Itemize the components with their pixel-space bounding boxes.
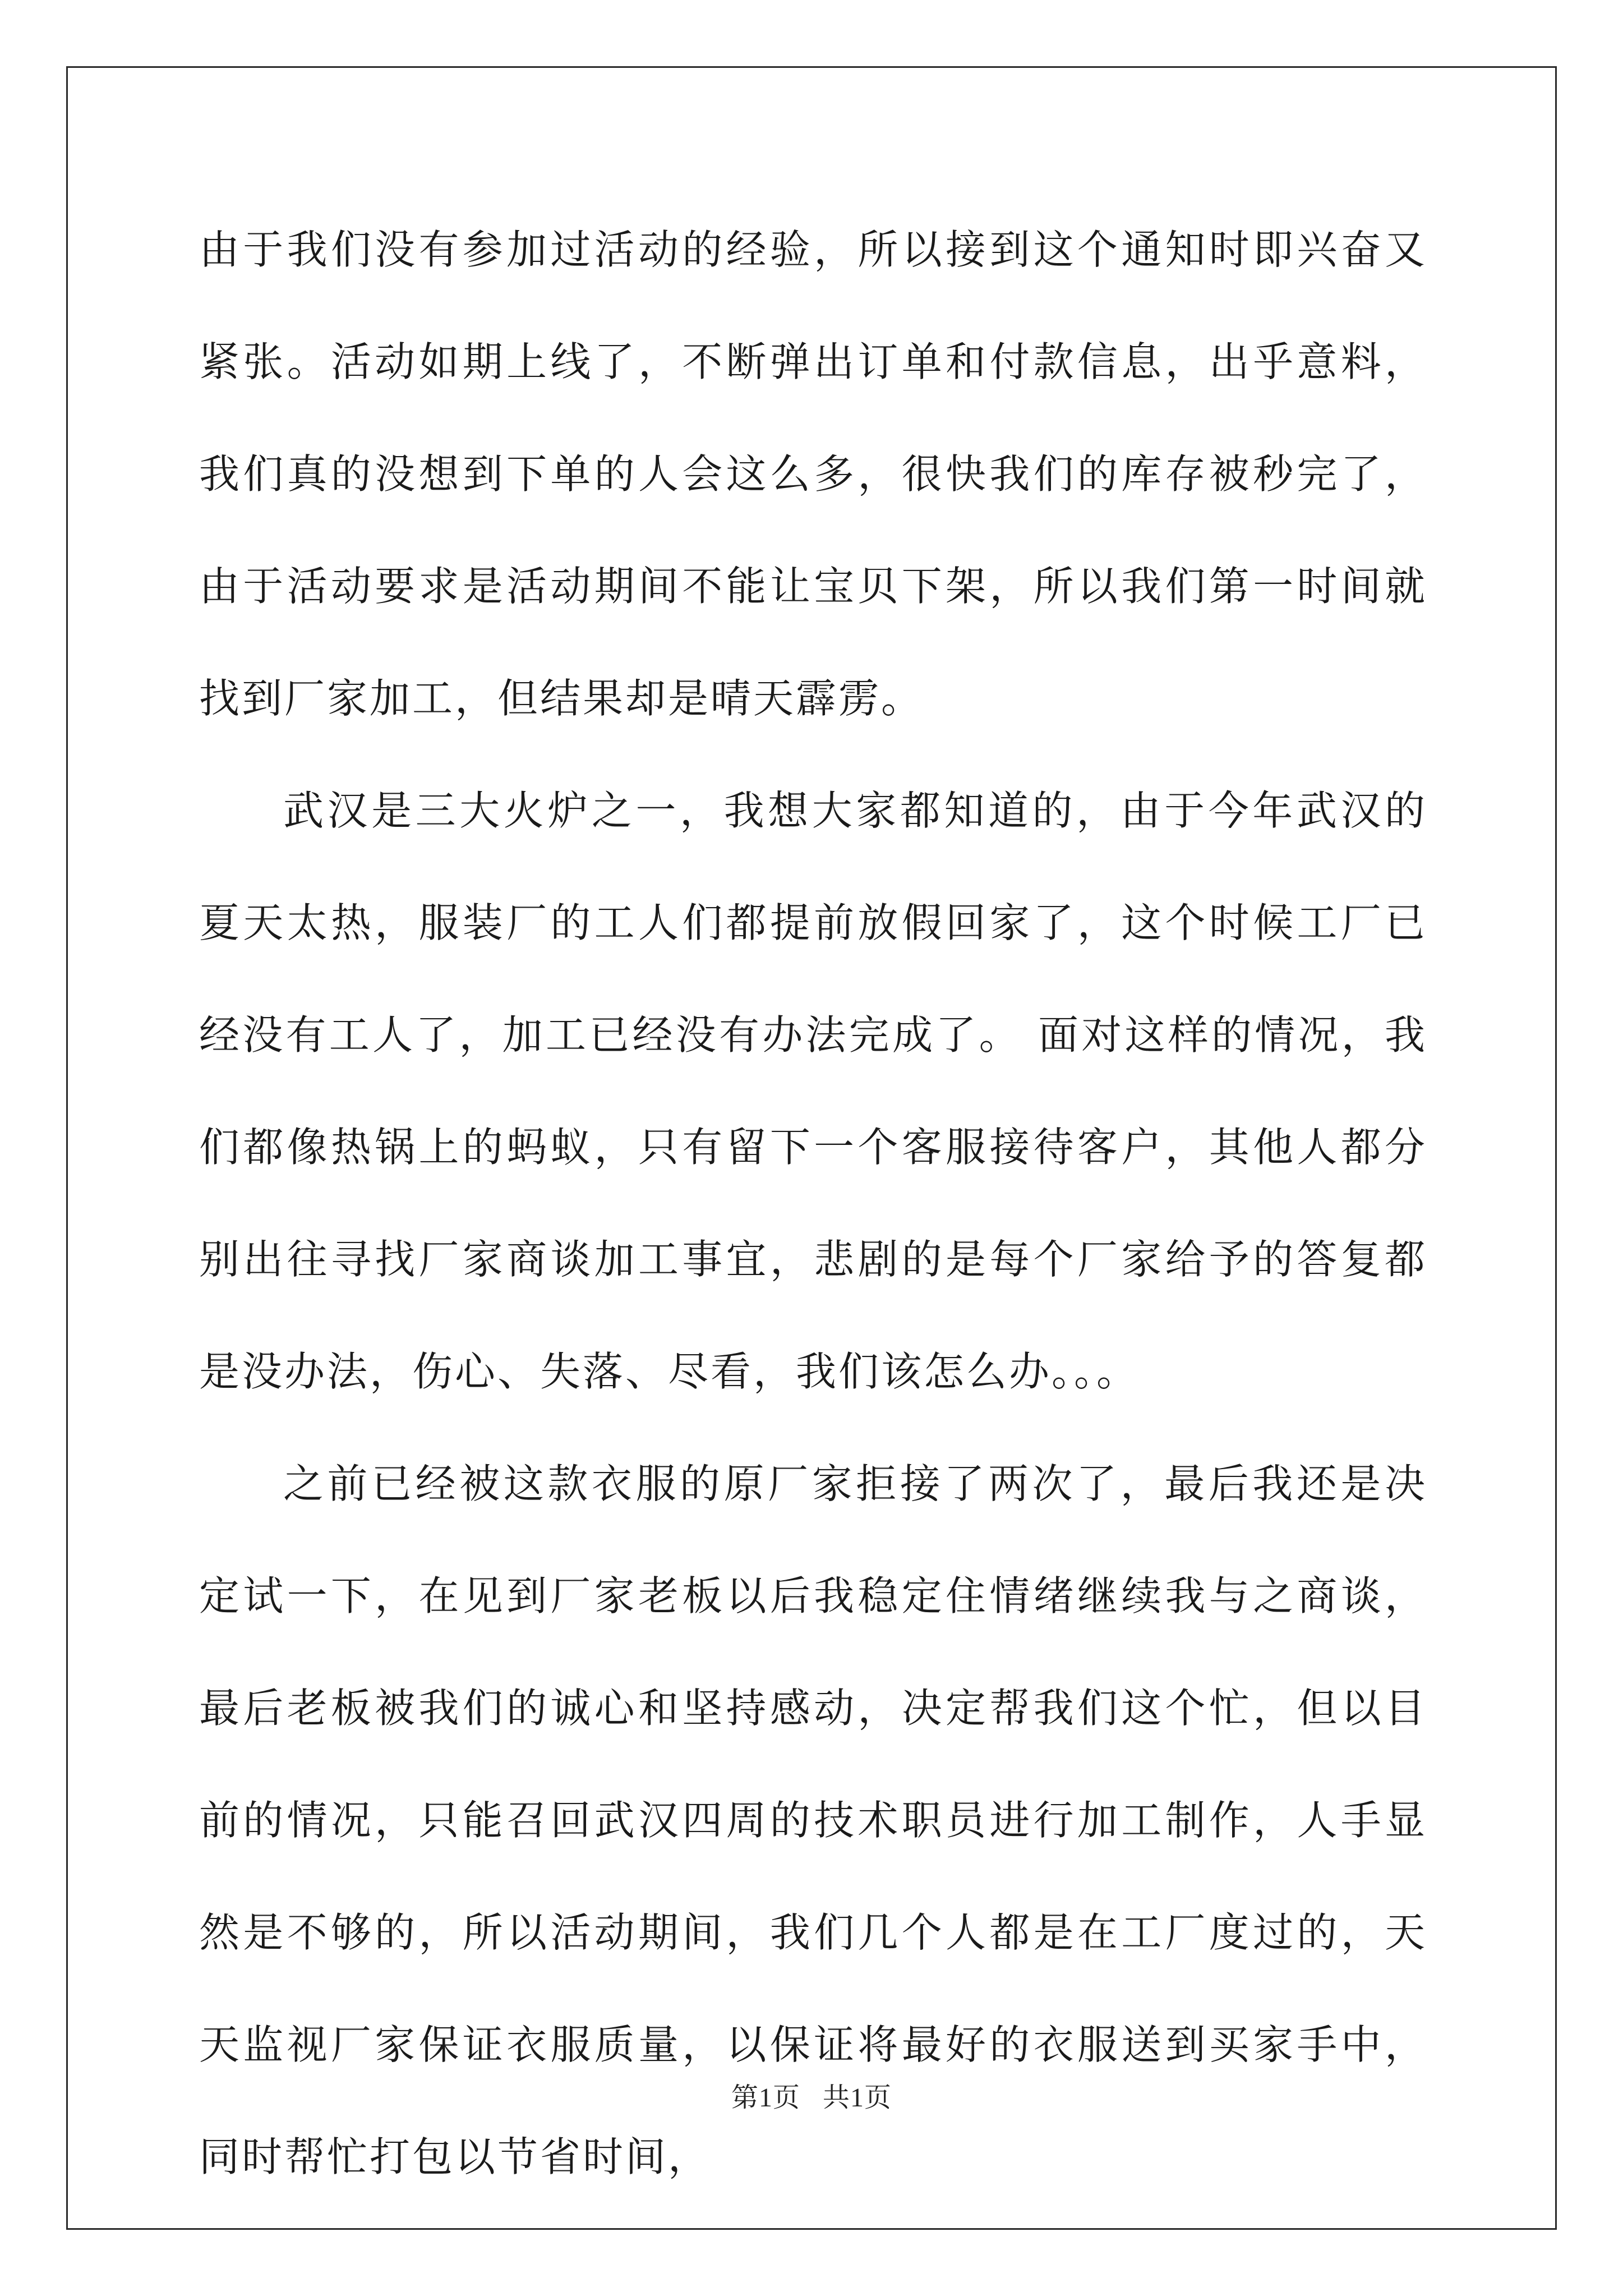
page-number-current: 第1页 — [731, 2083, 800, 2113]
paragraph-2: 武汉是三大火炉之一，我想大家都知道的，由于今年武汉的夏天太热，服装厂的工人们都提前放假回家了，这个时候工厂已经没有工人了，加工已经没有办法完成了。 面对这样的情况，我们都像热锅上的蚂蚁，只有留下一个客服接待客户，其他人都分别出往寻找厂家商谈加工事宜，悲剧的是每个厂家给予的答复都是没办法，伤心、失落、尽看，我们该怎么办。。。 — [199, 787, 1427, 1395]
page-number-total: 共1页 — [823, 2083, 892, 2113]
paragraph-3: 之前已经被这款衣服的原厂家拒接了两次了，最后我还是决定试一下，在见到厂家老板以后我稳定住情绪继续我与之商谈，最后老板被我们的诚心和坚持感动，决定帮我们这个忙，但以目前的情况，只能召回武汉四周的技术职员进行加工制作，人手显然是不够的，所以活动期间，我们几个人都是在工厂度过的，天天监视厂家保证衣服质量，以保证将最好的衣服送到买家手中，同时帮忙打包以节省时间， — [199, 1460, 1427, 2180]
paragraph-1: 由于我们没有参加过活动的经验，所以接到这个通知时即兴奋又紧张。活动如期上线了，不断弹出订单和付款信息，出乎意料，我们真的没想到下单的人会这么多，很快我们的库存被秒完了，由于活动要求是活动期间不能让宝贝下架，所以我们第一时间就找到厂家加工，但结果却是晴天霹雳。 — [199, 226, 1427, 722]
page-footer — [0, 2076, 1623, 2114]
document-body — [199, 194, 1427, 2213]
